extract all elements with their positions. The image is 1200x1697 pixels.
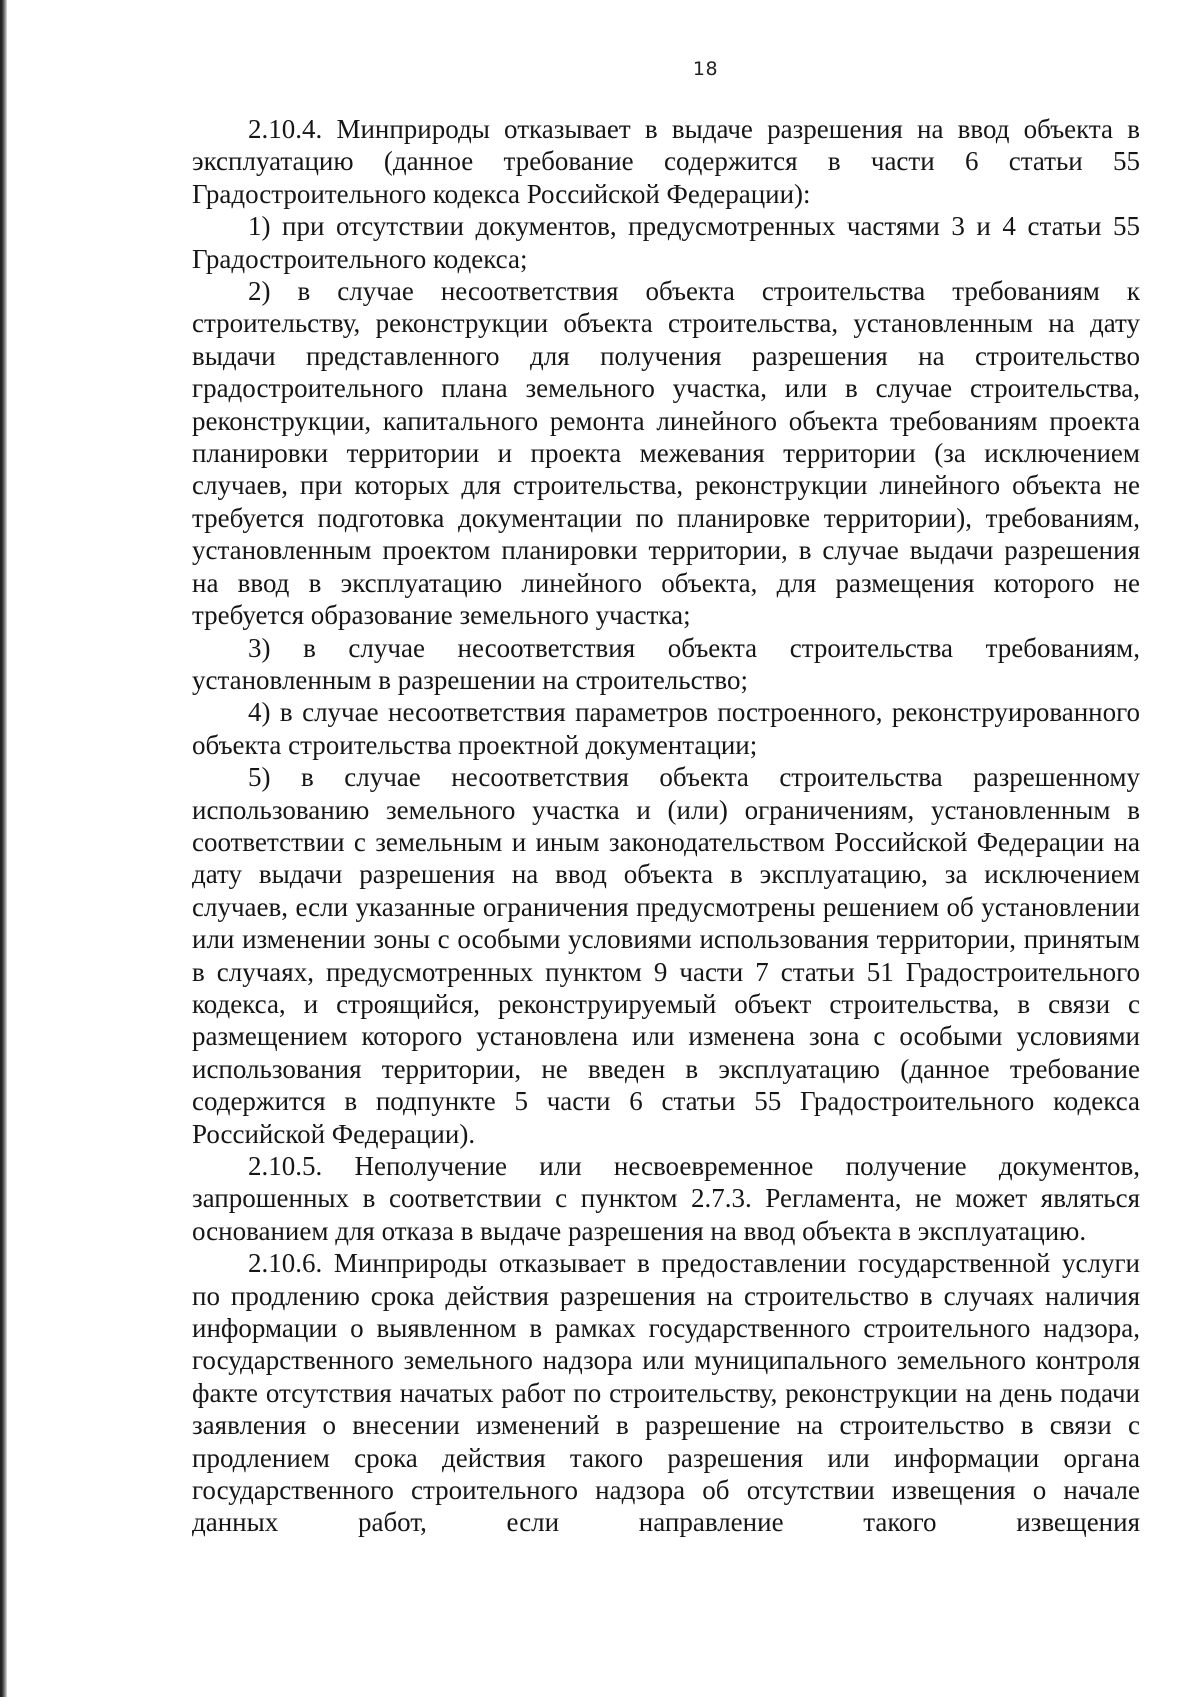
paragraph-2-10-5: 2.10.5. Неполучение или несвоевременное получение документов, запрошенных в соответствии с пунктом 2.7.3. Регламента, не может являться основанием для отказа в выдаче разрешения на ввод объекта в эксплуатацию.	[192, 1151, 1140, 1246]
paragraph-2-10-4: 2.10.4. Минприроды отказывает в выдаче разрешения на ввод объекта в эксплуатацию (данное требование содержится в части 6 статьи 55 Градостроительного кодекса Российской Федерации):	[192, 114, 1140, 209]
document-body	[192, 113, 1140, 1539]
paragraph-item-2: 2) в случае несоответствия объекта строительства требованиям к строительству, реконструкции объекта строительства, установленным на дату выдачи представленного для получения разрешения на строительство градостроительного плана земельного участка, или в случае строительства, реконструкции, капитального ремонта линейного объекта требованиям проекта планировки территории и проекта межевания территории (за исключением случаев, при которых для строительства, реконструкции линейного объекта не требуется подготовка документации по планировке территории), требованиям, установленным проектом планировки территории, в случае выдачи разрешения на ввод в эксплуатацию линейного объекта, для размещения которого не требуется образование земельного участка;	[192, 276, 1140, 631]
page-number: 18	[692, 58, 719, 80]
paragraph-item-1: 1) при отсутствии документов, предусмотренных частями 3 и 4 статьи 55 Градостроительного кодекса;	[192, 211, 1140, 274]
paragraph-item-3: 3) в случае несоответствия объекта строительства требованиям, установленным в разрешении на строительство;	[192, 632, 1140, 695]
scan-left-edge	[0, 0, 7, 1697]
paragraph-item-4: 4) в случае несоответствия параметров построенного, реконструированного объекта строительства проектной документации;	[192, 697, 1140, 760]
paragraph-item-5: 5) в случае несоответствия объекта строительства разрешенному использованию земельного участка и (или) ограничениям, установленным в соответствии с земельным и иным законодательством Российской Федерации на дату выдачи разрешения на ввод объекта в эксплуатацию, за исключением случаев, если указанные ограничения предусмотрены решением об установлении или изменении зоны с особыми условиями использования территории, принятым в случаях, предусмотренных пунктом 9 части 7 статьи 51 Градостроительного кодекса, и строящийся, реконструируемый объект строительства, в связи с размещением которого установлена или изменена зона с особыми условиями использования территории, не введен в эксплуатацию (данное требование содержится в подпункте 5 части 6 статьи 55 Градостроительного кодекса Российской Федерации).	[192, 762, 1140, 1149]
paragraph-2-10-6: 2.10.6. Минприроды отказывает в предоставлении государственной услуги по продлению срока действия разрешения на строительство в случаях наличия информации о выявленном в рамках государственного строительного надзора, государственного земельного надзора или муниципального земельного контроля факте отсутствия начатых работ по строительству, реконструкции на день подачи заявления о внесении изменений в разрешение на строительство в связи с продлением срока действия такого разрешения или информации органа государственного строительного надзора об отсутствии извещения о начале данных работ, если направление такого извещения	[192, 1248, 1140, 1538]
